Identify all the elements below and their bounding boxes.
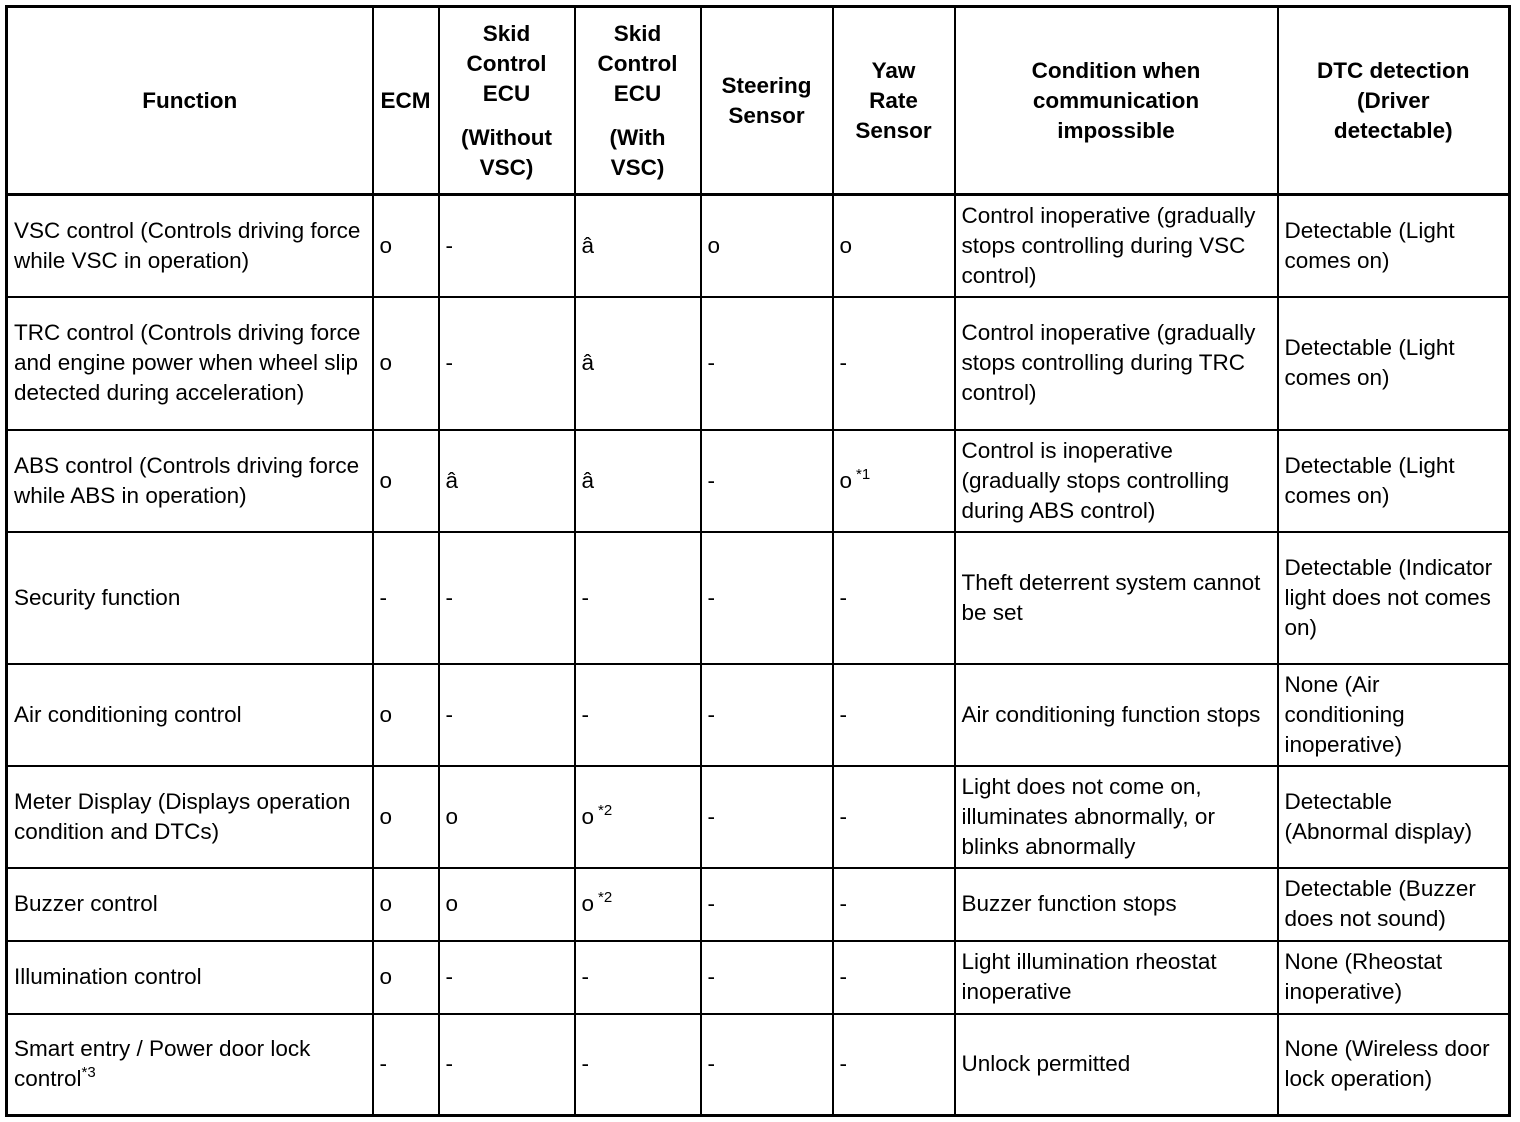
skid-without-cell: - xyxy=(439,1014,575,1116)
dtc-cell: Detectable (Abnormal display) xyxy=(1278,766,1510,868)
condition-cell: Theft deterrent system cannot be set xyxy=(955,532,1278,664)
ecm-cell: o xyxy=(373,430,439,532)
yaw-mark: o xyxy=(839,467,853,493)
skid-with-cell: â xyxy=(575,297,701,430)
table-row xyxy=(7,195,1510,297)
condition-cell: Light illumination rheostat inoperative xyxy=(955,941,1278,1014)
function-cell: Meter Display (Displays operation condition and DTCs) xyxy=(7,766,373,868)
skid-without-cell: - xyxy=(439,195,575,297)
ecm-cell: - xyxy=(373,532,439,664)
yaw-cell: o xyxy=(833,195,955,297)
yaw-cell: - xyxy=(833,1014,955,1116)
steering-cell: - xyxy=(701,766,833,868)
skid-with-cell: â xyxy=(575,430,701,532)
dtc-cell: Detectable (Buzzer does not sound) xyxy=(1278,868,1510,941)
skid-with-mark: o xyxy=(581,803,595,829)
skid-with-cell xyxy=(575,766,701,868)
function-text: Smart entry / Power door lock control xyxy=(14,1036,311,1092)
table-row xyxy=(7,532,1510,664)
yaw-cell: - xyxy=(833,941,955,1014)
function-cell: Air conditioning control xyxy=(7,664,373,766)
yaw-cell: - xyxy=(833,868,955,941)
footnote-ref: *2 xyxy=(598,889,613,906)
function-cell: Illumination control xyxy=(7,941,373,1014)
table-row xyxy=(7,941,1510,1014)
header-row xyxy=(7,7,1510,195)
skid-without-cell: â xyxy=(439,430,575,532)
table-row xyxy=(7,766,1510,868)
dtc-cell: None (Air conditioning inoperative) xyxy=(1278,664,1510,766)
header-skid-with-vsc: Skid Control ECU (With VSC) xyxy=(575,7,701,195)
yaw-cell: - xyxy=(833,532,955,664)
ecm-cell: - xyxy=(373,1014,439,1116)
header-dtc-detection: DTC detection (Driver detectable) xyxy=(1278,7,1510,195)
dtc-cell: Detectable (Light comes on) xyxy=(1278,195,1510,297)
function-cell: TRC control (Controls driving force and engine power when wheel slip detected during acceleration) xyxy=(7,297,373,430)
skid-with-cell xyxy=(575,868,701,941)
dtc-cell: Detectable (Light comes on) xyxy=(1278,430,1510,532)
condition-cell: Light does not come on, illuminates abnormally, or blinks abnormally xyxy=(955,766,1278,868)
footnote-ref: *2 xyxy=(598,801,613,819)
steering-cell: - xyxy=(701,1014,833,1116)
condition-cell: Control inoperative (gradually stops controlling during VSC control) xyxy=(955,195,1278,297)
header-ecm: ECM xyxy=(373,7,439,195)
yaw-cell: - xyxy=(833,297,955,430)
skid-with-cell: - xyxy=(575,941,701,1014)
skid-without-cell: - xyxy=(439,532,575,664)
dtc-cell: None (Rheostat inoperative) xyxy=(1278,941,1510,1014)
function-cell xyxy=(7,1014,373,1116)
ecm-cell: o xyxy=(373,941,439,1014)
steering-cell: - xyxy=(701,430,833,532)
ecm-cell: o xyxy=(373,664,439,766)
steering-cell: - xyxy=(701,664,833,766)
function-cell: Buzzer control xyxy=(7,868,373,941)
condition-cell: Unlock permitted xyxy=(955,1014,1278,1116)
header-skid-without-vsc: Skid Control ECU (Without VSC) xyxy=(439,7,575,195)
skid-with-cell: - xyxy=(575,532,701,664)
dtc-cell: Detectable (Light comes on) xyxy=(1278,297,1510,430)
table-row xyxy=(7,1014,1510,1116)
table-row xyxy=(7,430,1510,532)
ecm-cell: o xyxy=(373,766,439,868)
header-yaw-rate-sensor: Yaw Rate Sensor xyxy=(833,7,955,195)
table-row xyxy=(7,297,1510,430)
footnote-ref: *3 xyxy=(81,1064,96,1082)
condition-cell: Air conditioning function stops xyxy=(955,664,1278,766)
ecm-cell: o xyxy=(373,297,439,430)
ecm-cell: o xyxy=(373,868,439,941)
communication-function-table xyxy=(5,5,1511,1117)
skid-with-cell: â xyxy=(575,195,701,297)
dtc-cell: None (Wireless door lock operation) xyxy=(1278,1014,1510,1116)
header-steering-sensor: Steering Sensor xyxy=(701,7,833,195)
ecm-cell: o xyxy=(373,195,439,297)
condition-cell: Control inoperative (gradually stops controlling during TRC control) xyxy=(955,297,1278,430)
steering-cell: - xyxy=(701,868,833,941)
condition-cell: Control is inoperative (gradually stops controlling during ABS control) xyxy=(955,430,1278,532)
footnote-ref: *1 xyxy=(856,465,871,483)
yaw-cell xyxy=(833,430,955,532)
header-condition: Condition when communication impossible xyxy=(955,7,1278,195)
skid-without-cell: - xyxy=(439,664,575,766)
dtc-cell: Detectable (Indicator light does not comes on) xyxy=(1278,532,1510,664)
function-cell: Security function xyxy=(7,532,373,664)
function-cell: VSC control (Controls driving force while VSC in operation) xyxy=(7,195,373,297)
table-row xyxy=(7,664,1510,766)
yaw-cell: - xyxy=(833,766,955,868)
steering-cell: o xyxy=(701,195,833,297)
skid-with-cell: - xyxy=(575,1014,701,1116)
header-function: Function xyxy=(7,7,373,195)
condition-cell: Buzzer function stops xyxy=(955,868,1278,941)
skid-without-cell: o xyxy=(439,766,575,868)
skid-with-cell: - xyxy=(575,664,701,766)
table-row xyxy=(7,868,1510,941)
steering-cell: - xyxy=(701,532,833,664)
yaw-cell: - xyxy=(833,664,955,766)
skid-without-cell: - xyxy=(439,297,575,430)
function-cell: ABS control (Controls driving force while ABS in operation) xyxy=(7,430,373,532)
steering-cell: - xyxy=(701,297,833,430)
skid-without-cell: - xyxy=(439,941,575,1014)
skid-without-cell: o xyxy=(439,868,575,941)
steering-cell: - xyxy=(701,941,833,1014)
skid-with-mark: o xyxy=(581,891,595,916)
